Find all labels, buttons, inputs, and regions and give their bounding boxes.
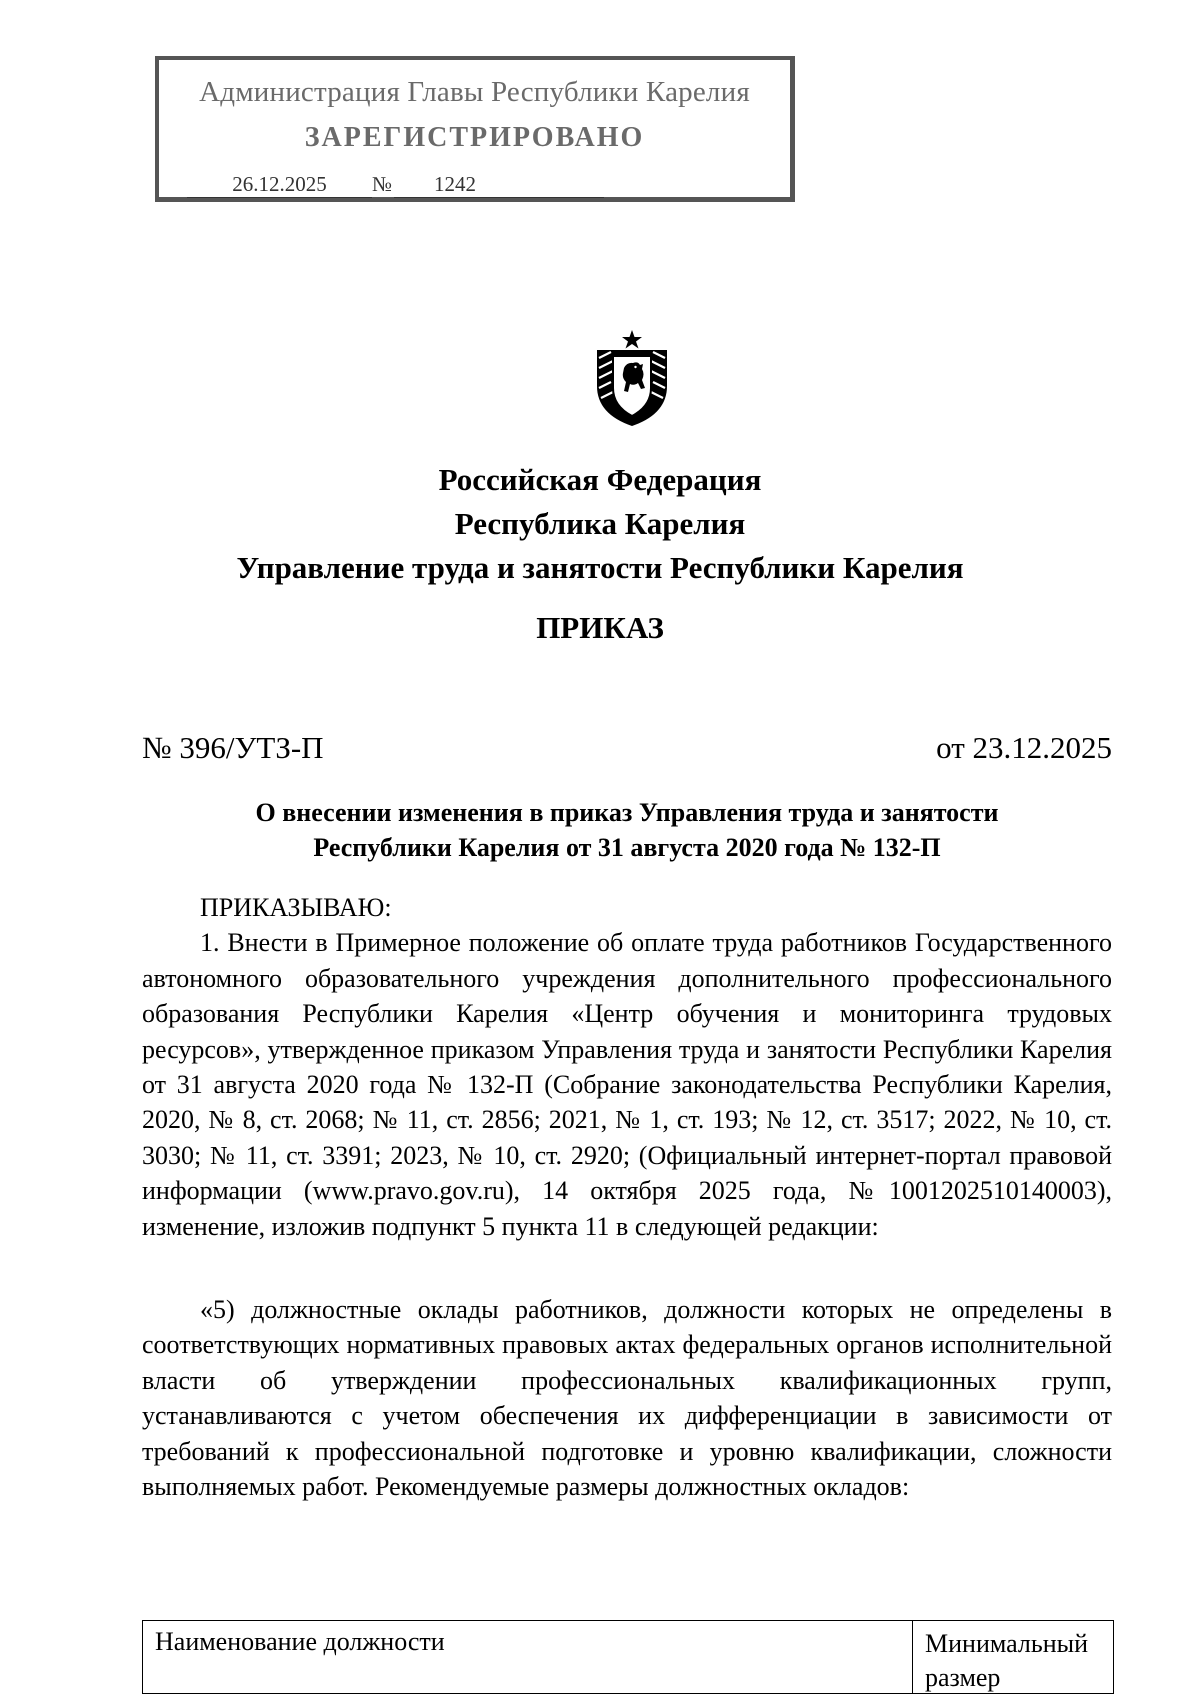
table-header-position: Наименование должности (143, 1621, 913, 1693)
stamp-registration-row (187, 172, 604, 198)
stamp-date: 26.12.2025 (187, 172, 372, 198)
stamp-status: ЗАРЕГИСТРИРОВАНО (304, 122, 645, 153)
stamp-organization: Администрация Главы Республики Карелия (199, 76, 750, 108)
order-body (142, 890, 1112, 1244)
table-header-min-size: Минимальный размер (925, 1629, 1089, 1692)
stamp-number: 1242 (394, 172, 604, 198)
order-item-1: 1. Внести в Примерное положение об оплате труда работников Государственного автономного образовательного учреждения дополнительного профессионального образования Республики Карелия «Центр обучения и мониторинга трудовых ресурсов», утвержденное приказом Управления труда и занятости Республики Карелия от 31 августа 2020 года № 132-П (Собрание законодательства Республики Карелия, 2020, № 8, ст. 2068; № 11, ст. 2856; 2021, № 1, ст. 193; № 12, ст. 3517; 2022, № 10, ст. 3030; № 11, ст. 3391; 2023, № 10, ст. 2920; (Официальный интернет-портал правовой информации (www.pravo.gov.ru), 14 октября 2025 года, №1001202510140003), изменение, изложив подпункт 5 пункта 11 в следующей редакции: (142, 928, 1112, 1241)
subject-line-1: О внесении изменения в приказ Управления труда и занятости (255, 798, 999, 827)
header-region: Республика Карелия (454, 506, 746, 541)
document-type: ПРИКАЗ (536, 610, 664, 645)
karelia-coat-of-arms-icon (591, 328, 673, 428)
salary-table (142, 1620, 1114, 1694)
header-authority: Управление труда и занятости Республики Карелия (236, 550, 964, 585)
header-country: Российская Федерация (438, 462, 762, 497)
document-header (0, 458, 1200, 590)
order-word: ПРИКАЗЫВАЮ: (200, 893, 392, 922)
amendment-text: «5) должностные оклады работников, должности которых не определены в соответствующих нормативных правовых актах федеральных органов исполнительной власти об утверждении профессиональных квалификационных групп, устанавливаются с учетом обеспечения их дифференциации в зависимости от требований к профессиональной подготовке и уровню квалификации, сложности выполняемых работ. Рекомендуемые размеры должностных окладов: (142, 1295, 1112, 1502)
order-subject (142, 795, 1112, 865)
order-number: № 396/УТЗ-П (142, 730, 324, 765)
stamp-number-sign: № (372, 172, 393, 196)
subject-line-2: Республики Карелия от 31 августа 2020 года № 132-П (313, 833, 941, 862)
quoted-amendment (142, 1292, 1112, 1504)
registration-stamp (155, 56, 795, 202)
order-date: от 23.12.2025 (936, 730, 1112, 765)
